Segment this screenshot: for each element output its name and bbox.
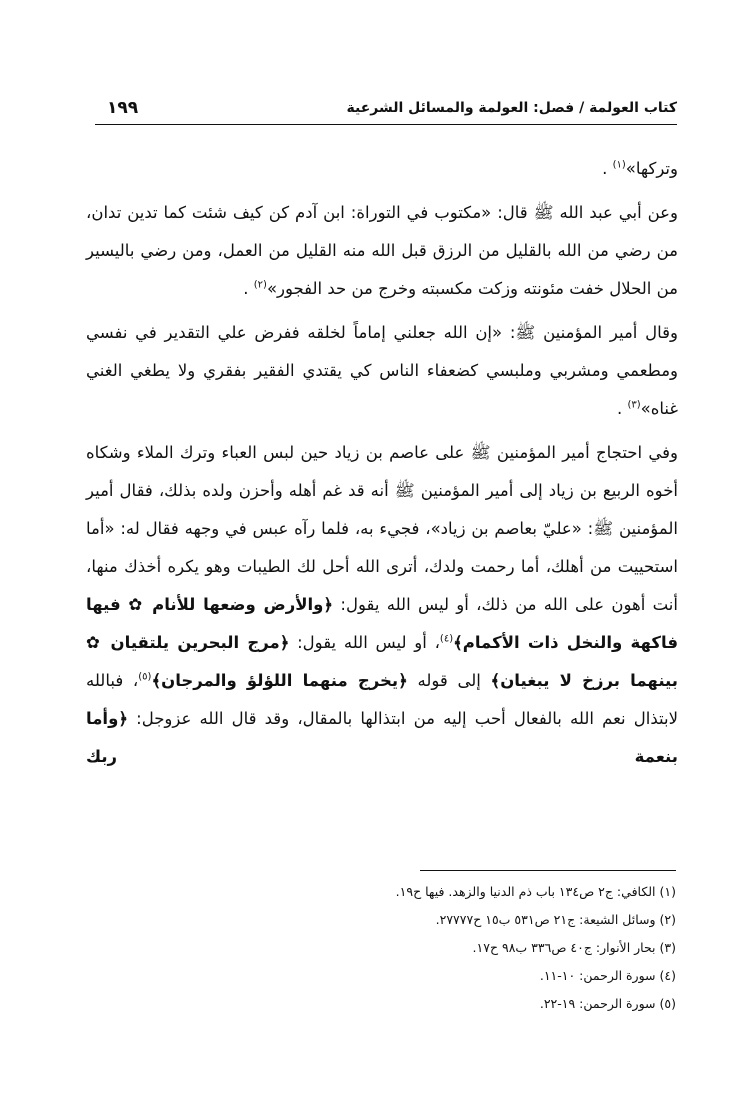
paragraph-1-end: . bbox=[602, 159, 613, 178]
footnote-ref-2: (٢) bbox=[253, 279, 267, 291]
footnote-rule bbox=[420, 870, 676, 871]
paragraph-2 bbox=[86, 194, 678, 308]
paragraph-3-end: . bbox=[616, 399, 628, 418]
footnote-3: (٣) بحار الأنوار: ج٤٠ ص٣٣٦ ب٩٨ ح١٧. bbox=[472, 940, 676, 955]
footnote-1: (١) الكافي: ج٢ ص١٣٤ باب ذم الدنيا والزهد. فيها ح١٩. bbox=[395, 884, 676, 899]
footnotes bbox=[200, 878, 676, 1018]
paragraph-4 bbox=[86, 434, 678, 776]
paragraph-2-end: . bbox=[243, 279, 254, 298]
page-number: ١٩٩ bbox=[107, 98, 139, 118]
footnote-ref-1: (١) bbox=[612, 159, 626, 171]
footnote-ref-5: (٥) bbox=[138, 671, 152, 683]
footnote-ref-4: (٤) bbox=[439, 633, 454, 645]
paragraph-3-text: وقال أمير المؤمنين ﷺ: «إن الله جعلني إماماً لخلقه ففرض علي التقدير في نفسي ومطعمي ومشربي وملبسي كضعفاء الناس كي يقتدي الفقير بفقري ولا يطغي الغني غناه» bbox=[86, 323, 678, 418]
running-title: كتاب العولمة / فصل: العولمة والمسائل الشرعية bbox=[346, 100, 677, 116]
paragraph-1-text: وتركها» bbox=[625, 159, 678, 178]
footnote-4: (٤) سورة الرحمن: ١٠-١١. bbox=[539, 968, 676, 983]
footnote-5: (٥) سورة الرحمن: ١٩-٢٢. bbox=[539, 996, 676, 1011]
paragraph-3 bbox=[86, 314, 678, 428]
footnote-2: (٢) وسائل الشيعة: ج٢١ ص٥٣١ ب١٥ ح٢٧٧٧٧. bbox=[435, 912, 676, 927]
paragraph-4-text-a: وفي احتجاج أمير المؤمنين ﷺ على عاصم بن زياد حين لبس العباء وترك الملاء وشكاه أخوه الربيع بن زياد إلى أمير المؤمنين ﷺ أنه قد غم أهله وأحزن ولده بذلك، فقال أمير المؤمنين ﷺ: «عليّ بعاصم بن زياد»، فجيء به، فلما رآه عبس في وجهه فقال له: «أما استحييت من أهلك، أما رحمت ولدك، أترى الله أحل لك الطيبات وهو يكره أخذك منها، أنت أهون على الله من ذلك، أو ليس الله يقول: bbox=[86, 443, 678, 614]
paragraph-1 bbox=[86, 150, 678, 188]
footnote-ref-3: (٣) bbox=[627, 399, 641, 411]
quran-verse-2: ﴿مرج البحرين يلتقيان ✿ بينهما برزخ لا يبغيان﴾ bbox=[86, 633, 678, 690]
paragraph-4-text-d: ، فبالله لابتذال نعم الله بالفعال أحب إليه من ابتذالها بالمقال، وقد قال الله عزوجل: bbox=[86, 671, 679, 728]
quran-verse-4: ﴿وأما بنعمة ربك bbox=[86, 709, 678, 766]
running-header bbox=[95, 98, 677, 124]
main-text bbox=[86, 150, 678, 776]
quran-verse-3: ﴿يخرج منهما اللؤلؤ والمرجان﴾ bbox=[151, 671, 408, 690]
paragraph-4-text-c: إلى قوله bbox=[417, 671, 481, 690]
paragraph-2-text: وعن أبي عبد الله ﷺ قال: «مكتوب في التوراة: ابن آدم كن كيف شئت كما تدين تدان، من رضي من الله بالقليل من الرزق قبل الله منه القليل من العمل، ومن رضي باليسير من الحلال خفت مئونته وزكت مكسبته وخرج من حد الفجور» bbox=[86, 203, 678, 298]
paragraph-4-text-b: ، أو ليس الله يقول: bbox=[297, 633, 440, 652]
quran-verse-1: ﴿والأرض وضعها للأنام ✿ فيها فاكهة والنخل ذات الأكمام﴾ bbox=[86, 595, 678, 652]
header-rule bbox=[95, 124, 677, 125]
